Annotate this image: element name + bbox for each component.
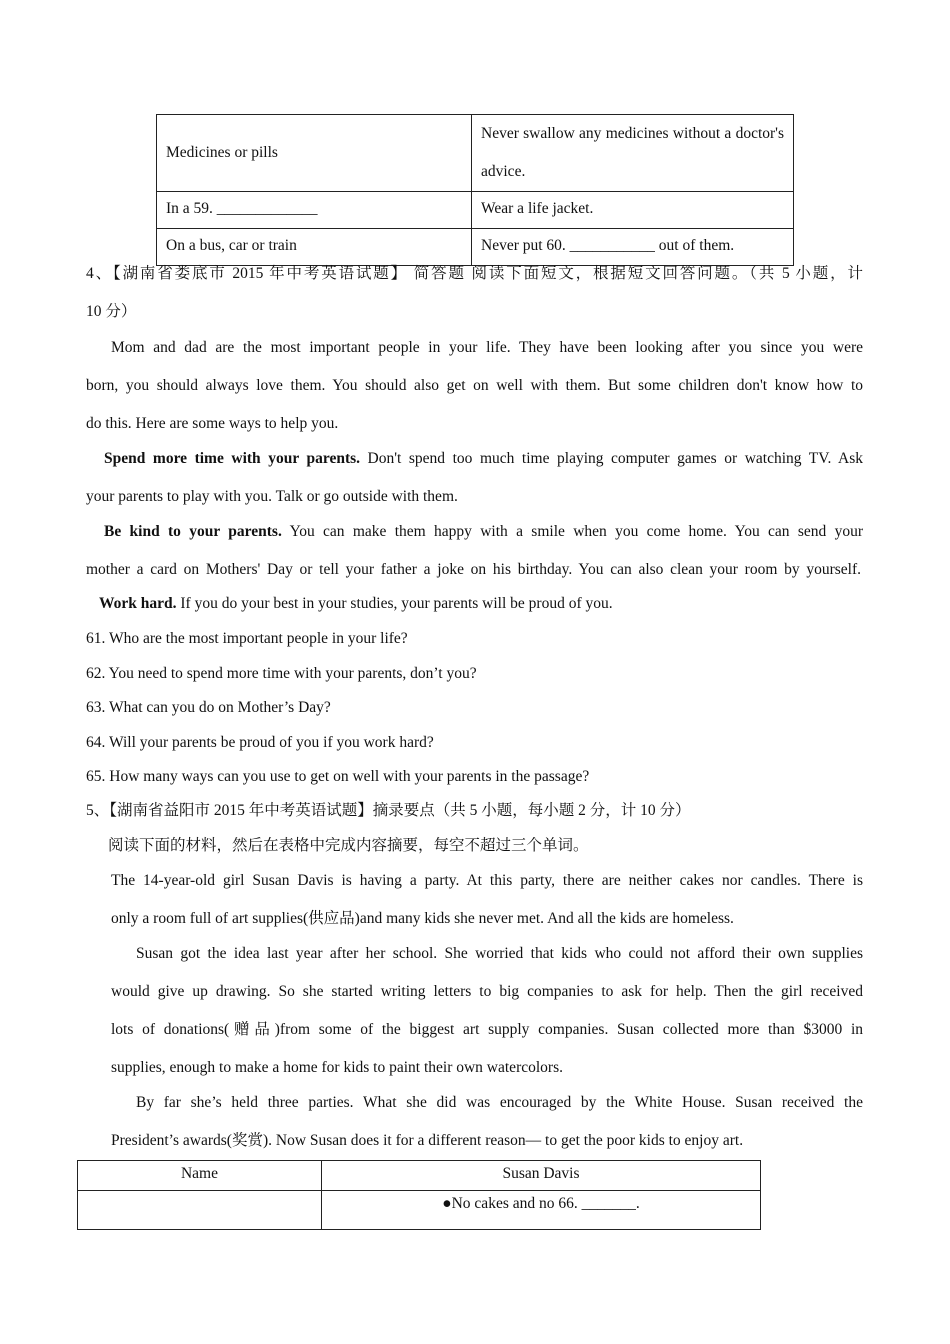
paragraph-line: By far she’s held three parties. What she did was encouraged by the White House. Susan received the (136, 1094, 863, 1111)
paragraph-line (99, 594, 613, 614)
table-cell: Never put 60. ___________ out of them. (472, 229, 794, 266)
table-cell: Never swallow any medicines without a doctor's advice. (472, 115, 794, 192)
table-row (157, 229, 794, 266)
tip-text: If you do your best in your studies, your parents will be proud of you. (176, 595, 613, 612)
section5-heading: 5、【湖南省益阳市 2015 年中考英语试题】摘录要点（共 5 小题，每小题 2 分，计 10 分） (86, 802, 691, 819)
paragraph-line: your parents to play with you. Talk or go outside with them. (86, 488, 458, 505)
table-row (157, 192, 794, 229)
section4-heading-score: 10 分） (86, 303, 137, 320)
paragraph-line: The 14-year-old girl Susan Davis is having a party. At this party, there are neither cakes nor candles. There is (111, 872, 863, 889)
paragraph-line: mother a card on Mothers' Day or tell your father a joke on his birthday. You can also clean your room by yourself. (86, 561, 861, 578)
paragraph-line: do this. Here are some ways to help you. (86, 415, 339, 432)
paragraph-line: President’s awards(奖赏). Now Susan does it for a different reason— to get the poor kids to enjoy art. (111, 1132, 744, 1149)
paragraph-line (104, 449, 863, 469)
table-row (157, 115, 794, 192)
paragraph-line: would give up drawing. So she started writing letters to big companies to ask for help. Then the girl received (111, 983, 863, 1000)
table-cell: In a 59. _____________ (157, 192, 472, 229)
safety-rules-table (156, 114, 794, 266)
paragraph-line (104, 522, 863, 542)
paragraph-line: only a room full of art supplies(供应品)and many kids she never met. And all the kids are homeless. (111, 910, 734, 927)
tip-text: Don't spend too much time playing computer games or watching TV. Ask (360, 450, 863, 467)
summary-table (77, 1160, 761, 1230)
table-cell: ●No cakes and no 66. _______. (322, 1191, 761, 1230)
table-cell: Wear a life jacket. (472, 192, 794, 229)
paragraph-line: born, you should always love them. You should also get on well with them. But some children don't know how to (86, 377, 863, 394)
tip-text: You can make them happy with a smile when you come home. You can send your (281, 523, 863, 540)
paragraph-line: supplies, enough to make a home for kids to paint their own watercolors. (111, 1059, 563, 1076)
tip-heading: Be kind to your parents. (104, 523, 282, 540)
paragraph-line: Mom and dad are the most important people in your life. They have been looking after you since you were (111, 339, 863, 356)
question-65: 65. How many ways can you use to get on well with your parents in the passage? (86, 768, 590, 785)
table-cell (78, 1191, 322, 1230)
tip-heading: Work hard. (99, 595, 177, 612)
tip-heading: Spend more time with your parents. (104, 450, 361, 467)
table-cell: On a bus, car or train (157, 229, 472, 266)
question-63: 63. What can you do on Mother’s Day? (86, 699, 331, 716)
table-cell: Medicines or pills (157, 115, 472, 192)
paragraph-line: lots of donations(赠品)from some of the biggest art supply companies. Susan collected more than $3000 in (111, 1021, 863, 1038)
table-header-cell: Susan Davis (322, 1161, 761, 1191)
table-header-cell: Name (78, 1161, 322, 1191)
table-row (78, 1191, 761, 1230)
section4-heading: 4、【湖南省娄底市 2015 年中考英语试题】 简答题 阅读下面短文，根据短文回答问题。（共 5 小题，计 (86, 265, 863, 282)
question-64: 64. Will your parents be proud of you if you work hard? (86, 734, 434, 751)
question-61: 61. Who are the most important people in your life? (86, 630, 408, 647)
question-62: 62. You need to spend more time with your parents, don’t you? (86, 665, 477, 682)
section5-instruction: 阅读下面的材料，然后在表格中完成内容摘要，每空不超过三个单词。 (108, 837, 589, 854)
paragraph-line: Susan got the idea last year after her school. She worried that kids who could not afford their own supplies (136, 945, 863, 962)
table-row (78, 1161, 761, 1191)
